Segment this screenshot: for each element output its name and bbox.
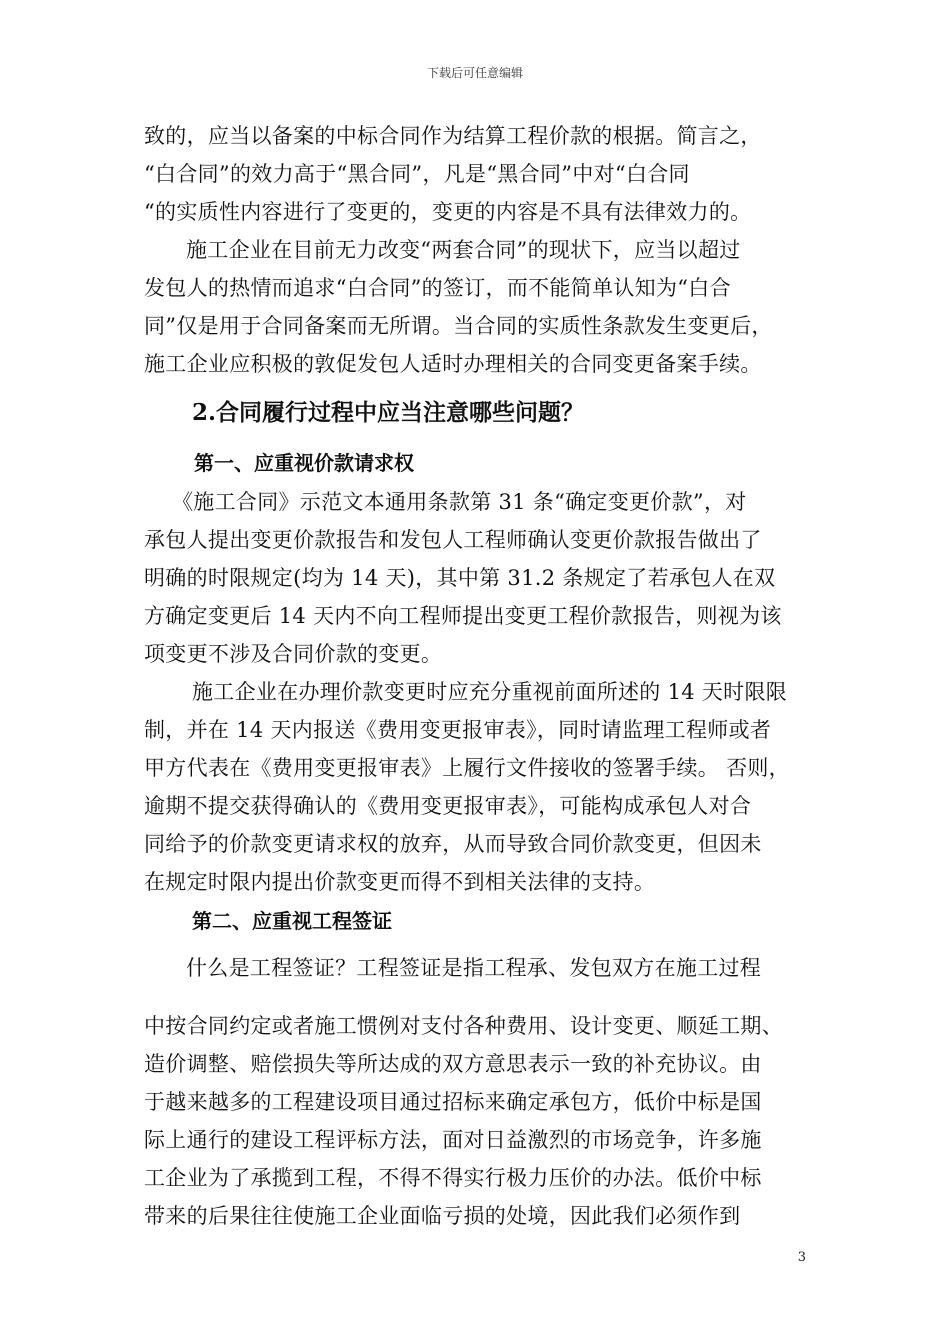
text-line: 造价调整、赔偿损失等所达成的双方意思表示一致的补充协议。由 [144,1052,762,1076]
section-heading: 2.合同履行过程中应当注意哪些问题？ [192,399,585,426]
text-line: 际上通行的建设工程评标方法，面对日益激烈的市场竞争，许多施 [144,1128,762,1152]
text-line: 什么是工程签证？工程签证是指工程承、发包双方在施工过程 [186,956,762,980]
text-line: 施工企业在办理价款变更时应充分重视前面所述的 14 天时限限 [192,680,788,704]
text-line: 甲方代表在《费用变更报审表》上履行文件接收的签署手续。 否则， [144,756,790,780]
text-line: 致的，应当以备案的中标合同作为结算工程价款的根据。简言之， [144,124,762,148]
text-line: 同给予的价款变更请求权的放弃，从而导致合同价款变更，但因未 [144,832,762,856]
text-line: 施工企业应积极的敦促发包人适时办理相关的合同变更备案手续。 [144,352,762,376]
text-line: 工企业为了承揽到工程，不得不得实行极力压价的办法。低价中标 [144,1166,762,1190]
text-line: 带来的后果往往使施工企业面临亏损的处境，因此我们必须作到 [144,1204,741,1228]
document-body [144,117,812,1235]
text-line: 项变更不涉及合同价款的变更。 [144,642,443,666]
text-line: 方确定变更后 14 天内不向工程师提出变更工程价款报告，则视为该 [144,604,782,628]
text-line: 中按合同约定或者施工惯例对支付各种费用、设计变更、顺延工期、 [144,1014,783,1038]
page-number: 3 [797,1250,806,1265]
text-line: 在规定时限内提出价款变更而得不到相关法律的支持。 [144,870,656,894]
text-line: 制，并在 14 天内报送《费用变更报审表》，同时请监理工程师或者 [144,718,772,742]
text-line: 于越来越多的工程建设项目通过招标来确定承包方，低价中标是国 [144,1090,762,1114]
text-line: 《施工合同》示范文本通用条款第 31 条“确定变更价款”，对 [172,490,747,514]
text-line: 明确的时限规定(均为 14 天)，其中第 31.2 条规定了若承包人在双 [144,566,776,590]
text-line: “的实质性内容进行了变更的，变更的内容是不具有法律效力的。 [144,200,752,224]
subsection-heading: 第一、应重视价款请求权 [194,451,414,475]
paragraph-gap [144,987,812,1007]
text-line: 发包人的热情而追求“白合同”的签订，而不能简单认知为“白合 [144,276,731,300]
text-line: “白合同”的效力高于“黑合同”，凡是“黑合同”中对“白合同 [144,162,690,186]
page-header: 下载后可任意编辑 [426,66,523,80]
subsection-heading: 第二、应重视工程签证 [192,909,392,933]
text-line: 承包人提出变更价款报告和发包人工程师确认变更价款报告做出了 [144,528,762,552]
text-line: 施工企业在目前无力改变“两套合同”的现状下，应当以超过 [186,238,741,262]
text-line: 逾期不提交获得确认的《费用变更报审表》，可能构成承包人对合 [144,794,752,818]
text-line: 同”仅是用于合同备案而无所谓。当合同的实质性条款发生变更后， [144,314,773,338]
